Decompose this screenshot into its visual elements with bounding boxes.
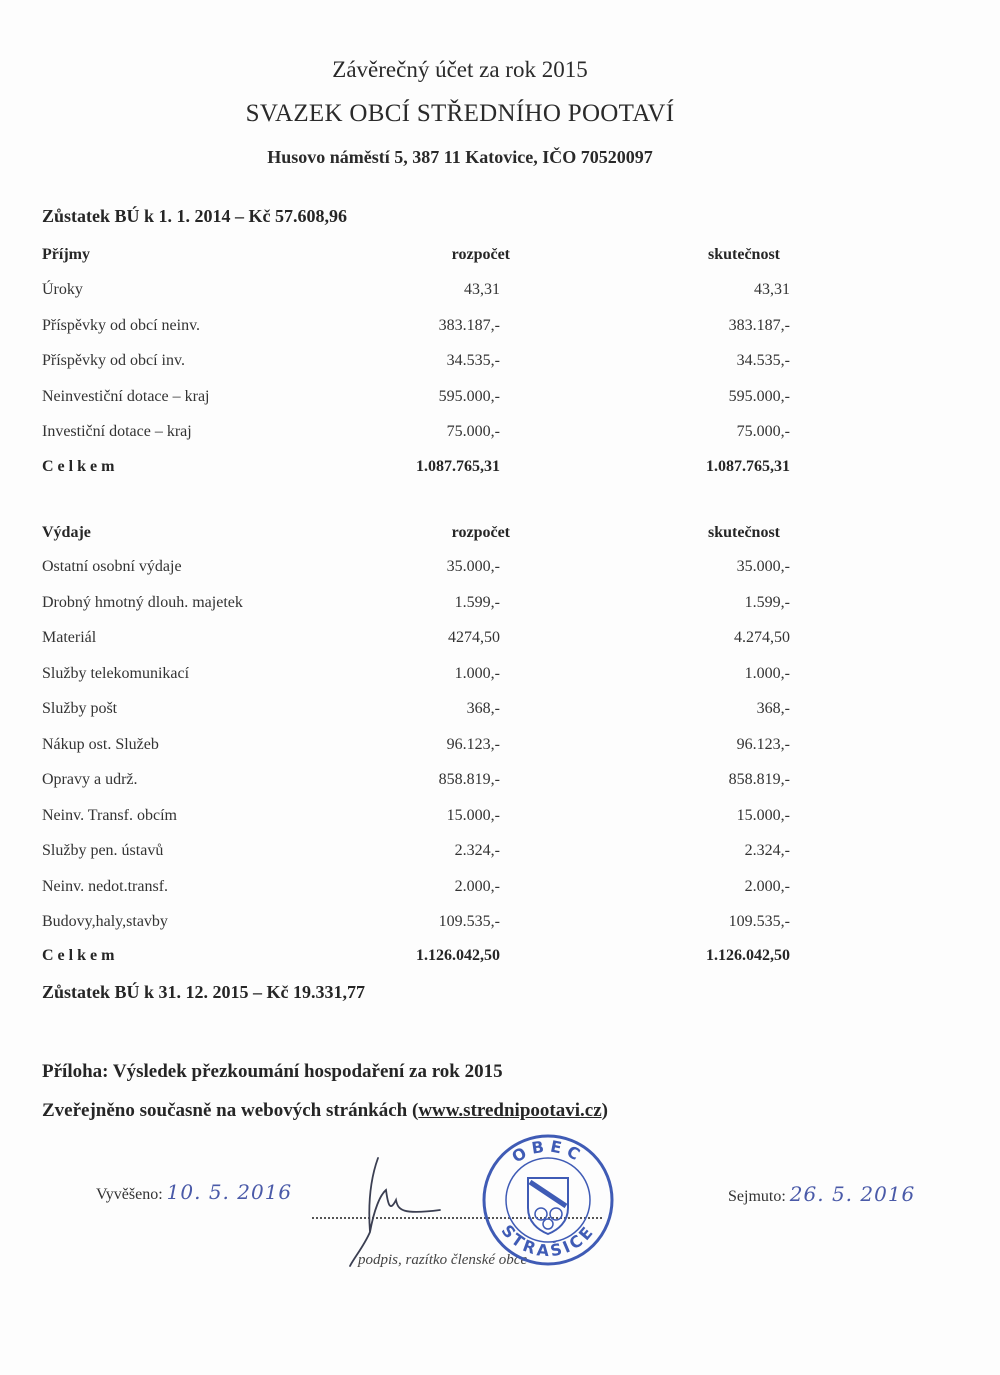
document-title: Závěrečný účet za rok 2015 [332,57,588,82]
published-prefix: Zveřejněno současně na webových stránkách ( [42,1100,419,1121]
income-row [0,317,1000,347]
expense-actual: 15.000,- [736,806,790,824]
expense-label: Neinv. nedot.transf. [42,877,169,895]
income-actual: 34.535,- [736,352,790,369]
income-budget: 75.000,- [446,423,500,440]
income-label: Příspěvky od obcí neinv. [42,316,201,334]
expenses-total-label: Celkem [42,947,119,964]
official-stamp [478,1130,618,1270]
income-heading: Příjmy [42,246,90,263]
expense-budget: 1.599,- [454,593,500,611]
income-budget: 383.187,- [438,316,500,334]
expense-actual: 368,- [756,700,790,717]
income-row [0,281,1000,311]
expense-label: Služby pen. ústavů [42,842,164,859]
income-total-label: Celkem [42,458,119,475]
expense-label: Ostatní osobní výdaje [42,558,182,575]
attachment-note: Příloha: Výsledek přezkoumání hospodaření za rok 2015 [42,1061,503,1082]
expense-budget: 1.000,- [454,664,500,682]
expense-label: Nákup ost. Služeb [42,735,159,753]
posted-block [96,1180,292,1204]
stamp-text-bottom: STRAŠICE [497,1221,599,1261]
expense-budget: 4274,50 [448,629,500,646]
income-actual: 383.187,- [728,316,790,334]
income-label: Neinvestiční dotace – kraj [42,387,210,405]
published-suffix: ) [601,1100,608,1121]
expense-budget: 109.535,- [438,913,500,930]
organization-name: SVAZEK OBCÍ STŘEDNÍHO POOTAVÍ [245,100,675,127]
website-link[interactable]: www.strednipootavi.cz [418,1100,602,1121]
expenses-total-row [0,947,1000,977]
expense-row [0,807,1000,837]
expense-actual: 4.274,50 [734,629,790,646]
expense-row [0,700,1000,730]
expense-budget: 858.819,- [438,771,500,788]
income-label: Příspěvky od obcí inv. [42,352,185,369]
expenses-col-budget: rozpočet [451,524,510,541]
expense-row [0,878,1000,908]
income-row [0,423,1000,453]
expense-budget: 2.000,- [454,877,500,895]
expense-label: Drobný hmotný dlouh. majetek [42,593,243,611]
income-row [0,388,1000,418]
expense-label: Služby telekomunikací [42,664,190,682]
income-actual: 43,31 [754,281,790,298]
expense-actual: 2.000,- [744,877,790,895]
expense-actual: 2.324,- [744,842,790,859]
expense-row [0,913,1000,943]
expense-label: Opravy a udrž. [42,771,138,788]
published-note [42,1100,608,1122]
expenses-col-actual: skutečnost [707,524,780,541]
expense-actual: 1.000,- [744,664,790,682]
expense-budget: 2.324,- [454,842,500,859]
expense-budget: 368,- [466,700,500,717]
removed-block [728,1182,915,1206]
expense-label: Neinv. Transf. obcím [42,806,177,824]
income-total-actual: 1.087.765,31 [706,458,790,475]
income-total-row [0,458,1000,488]
stamp-text-top: OBEC [508,1136,588,1167]
expense-actual: 109.535,- [728,913,790,930]
expense-label: Služby pošt [42,700,118,717]
closing-balance: Zůstatek BÚ k 31. 12. 2015 – Kč 19.331,77 [42,982,366,1002]
expenses-header-row [0,524,1000,554]
income-budget: 43,31 [464,281,500,298]
organization-address: Husovo náměstí 5, 387 11 Katovice, IČO 70520097 [267,147,653,167]
expense-label: Budovy,haly,stavby [42,913,168,930]
expense-actual: 96.123,- [736,735,790,753]
income-budget: 34.535,- [446,352,500,369]
expense-budget: 35.000,- [446,558,500,575]
expense-row [0,558,1000,588]
expenses-total-budget: 1.126.042,50 [416,947,500,964]
income-header-row [0,246,1000,276]
removed-date: 26. 5. 2016 [789,1182,916,1206]
expense-row [0,736,1000,766]
income-label: Investiční dotace – kraj [42,423,192,440]
expense-row [0,665,1000,695]
income-budget: 595.000,- [438,387,500,405]
opening-balance: Zůstatek BÚ k 1. 1. 2014 – Kč 57.608,96 [42,206,348,226]
income-label: Úroky [42,281,83,298]
expense-actual: 1.599,- [744,593,790,611]
expense-budget: 96.123,- [446,735,500,753]
expense-label: Materiál [42,629,97,646]
income-col-actual: skutečnost [707,246,780,263]
posted-label: Vyvěšeno: [96,1186,163,1203]
income-actual: 595.000,- [728,387,790,405]
signature-caption: podpis, razítko členské obce [358,1252,528,1268]
handwritten-signature [340,1150,460,1270]
income-col-budget: rozpočet [451,246,510,263]
expense-row [0,771,1000,801]
income-total-budget: 1.087.765,31 [416,458,500,475]
expense-actual: 858.819,- [728,771,790,788]
income-row [0,352,1000,382]
expense-row [0,842,1000,872]
expense-actual: 35.000,- [736,558,790,575]
expense-row [0,594,1000,624]
removed-label: Sejmuto: [728,1188,786,1205]
expense-budget: 15.000,- [446,806,500,824]
expenses-total-actual: 1.126.042,50 [706,947,790,964]
expenses-heading: Výdaje [42,524,91,541]
expense-row [0,629,1000,659]
posted-date: 10. 5. 2016 [166,1180,293,1204]
income-actual: 75.000,- [736,423,790,440]
